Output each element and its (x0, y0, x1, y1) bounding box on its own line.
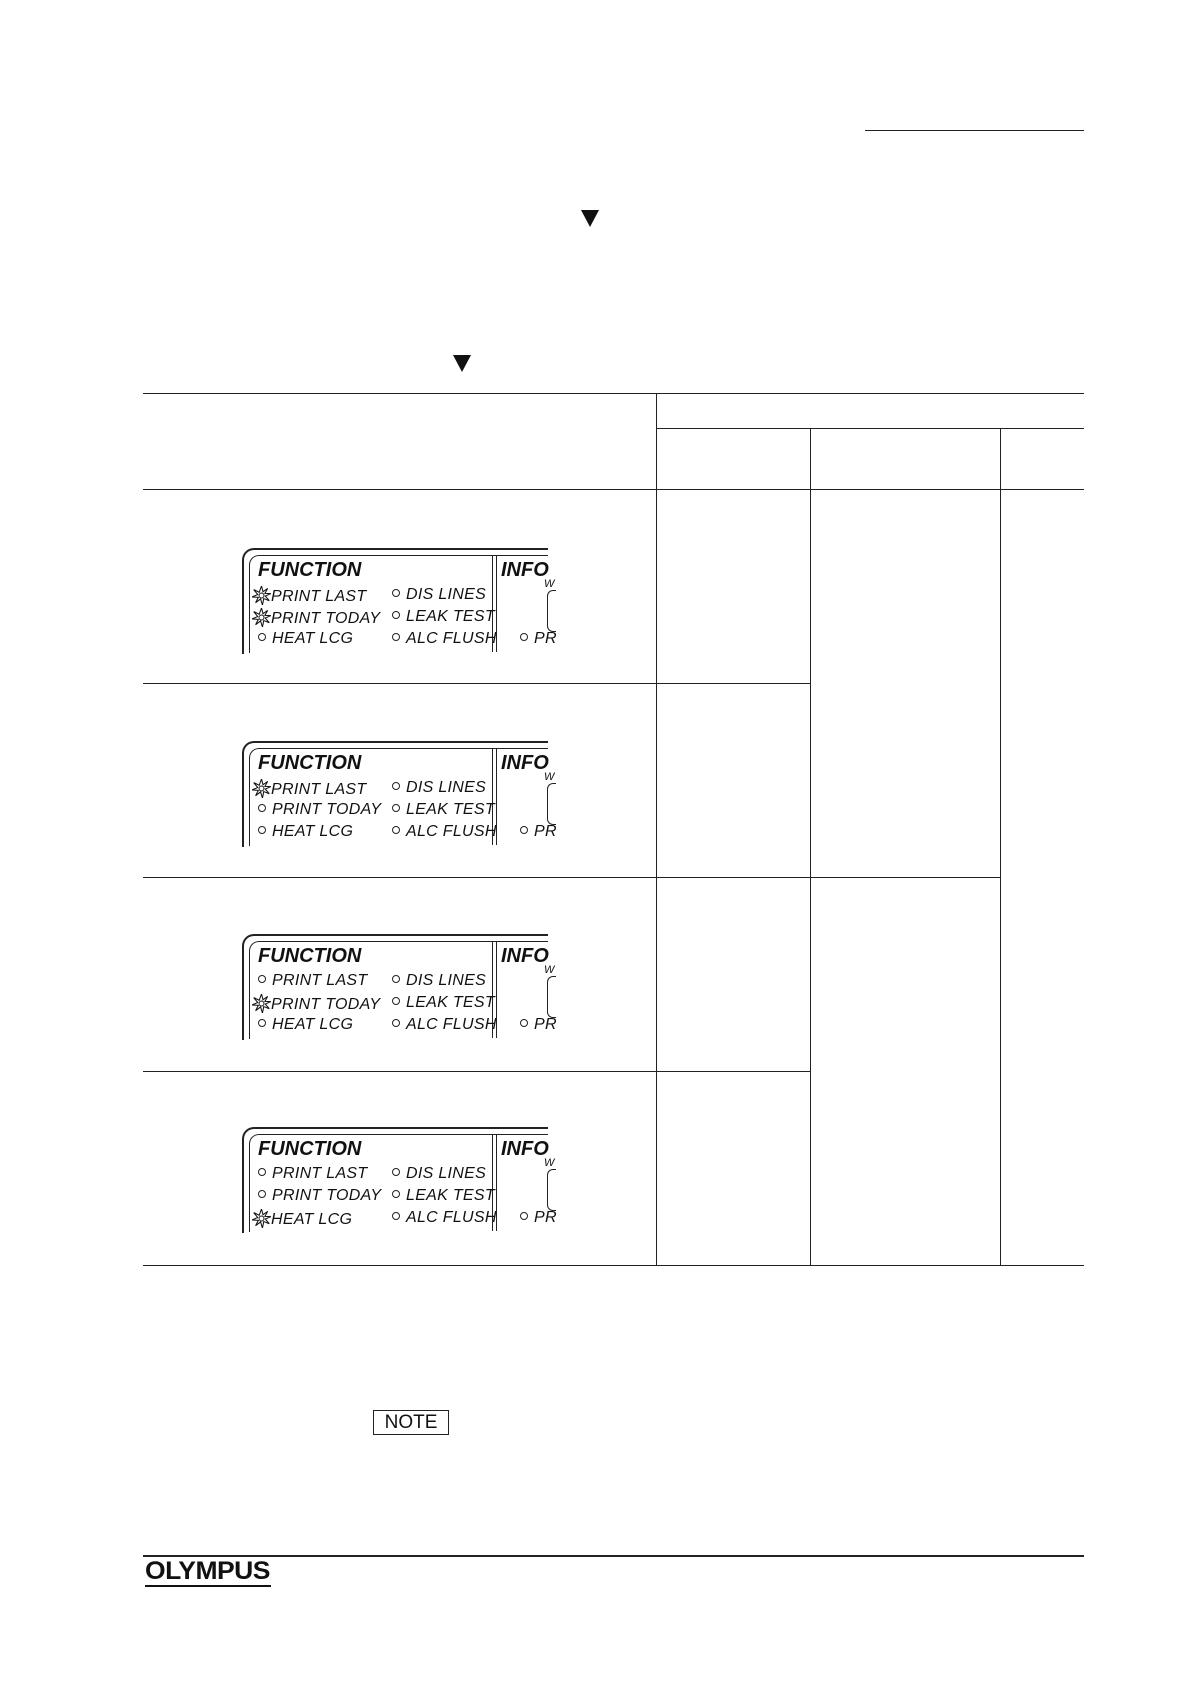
panel-function-item (258, 801, 381, 819)
table-row-rule (143, 683, 810, 684)
panel-item-label: DIS LINES (406, 1165, 487, 1182)
panel-item-label: PR (534, 630, 557, 647)
function-title: FUNCTION (258, 752, 362, 774)
panel-function-item (392, 1187, 495, 1205)
olympus-logo: OLYMPUS (145, 1557, 270, 1585)
panel-function-item (392, 1165, 486, 1183)
panel-function-item (520, 823, 557, 841)
panel-function-item (392, 801, 495, 819)
circle-lamp-icon (258, 633, 266, 641)
down-triangle-icon (453, 355, 471, 372)
function-title: FUNCTION (258, 945, 362, 967)
control-panel-illustration (242, 548, 562, 656)
starburst-lamp-icon (252, 994, 271, 1013)
panel-item-label: PRINT LAST (271, 588, 367, 605)
panel-function-item (258, 630, 353, 648)
panel-function-item (520, 630, 557, 648)
panel-function-item (258, 608, 380, 628)
circle-lamp-icon (392, 826, 400, 834)
panel-item-label: PR (534, 1209, 557, 1226)
note-label: NOTE (373, 1410, 449, 1435)
panel-item-label: LEAK TEST (406, 801, 495, 818)
panel-function-item (392, 630, 497, 648)
circle-lamp-icon (258, 804, 266, 812)
panel-function-item (258, 823, 353, 841)
panel-function-item (258, 586, 366, 606)
info-subscript: W (544, 964, 555, 976)
circle-lamp-icon (258, 1019, 266, 1027)
circle-lamp-icon (392, 633, 400, 641)
info-title: INFO (501, 559, 549, 581)
table-row-rule (143, 877, 1001, 878)
table-subheader-rule (656, 428, 1084, 429)
panel-item-label: PR (534, 823, 557, 840)
panel-function-item (258, 994, 380, 1014)
table-bottom-rule (143, 1265, 1084, 1266)
panel-item-label: HEAT LCG (271, 1211, 353, 1228)
panel-item-label: PR (534, 1016, 557, 1033)
info-subscript: W (544, 1157, 555, 1169)
circle-lamp-icon (258, 826, 266, 834)
control-panel-illustration (242, 741, 562, 849)
panel-item-label: HEAT LCG (272, 630, 354, 647)
starburst-lamp-icon (252, 586, 271, 605)
control-panel-illustration (242, 934, 562, 1042)
panel-function-item (258, 1187, 381, 1205)
panel-item-label: LEAK TEST (406, 1187, 495, 1204)
circle-lamp-icon (392, 1190, 400, 1198)
panel-item-label: PRINT LAST (272, 1165, 368, 1182)
panel-function-item (258, 779, 366, 799)
circle-lamp-icon (520, 826, 528, 834)
panel-function-item (392, 1209, 497, 1227)
info-subscript: W (544, 771, 555, 783)
panel-function-item (392, 994, 495, 1012)
table-top-rule (143, 393, 1084, 394)
panel-bracket (547, 976, 556, 1018)
panel-function-item (258, 972, 367, 990)
panel-item-label: DIS LINES (406, 779, 487, 796)
circle-lamp-icon (258, 1190, 266, 1198)
panel-item-label: PRINT TODAY (271, 610, 381, 627)
panel-item-label: PRINT TODAY (271, 996, 381, 1013)
circle-lamp-icon (392, 782, 400, 790)
info-title: INFO (501, 945, 549, 967)
panel-function-item (520, 1016, 557, 1034)
info-title: INFO (501, 1138, 549, 1160)
panel-item-label: PRINT TODAY (272, 801, 382, 818)
panel-item-label: PRINT TODAY (272, 1187, 382, 1204)
circle-lamp-icon (520, 1212, 528, 1220)
panel-item-label: PRINT LAST (272, 972, 368, 989)
panel-item-label: LEAK TEST (406, 994, 495, 1011)
panel-function-item (258, 1209, 352, 1229)
starburst-lamp-icon (252, 608, 271, 627)
panel-item-label: ALC FLUSH (406, 1209, 497, 1226)
panel-item-label: HEAT LCG (272, 1016, 354, 1033)
info-title: INFO (501, 752, 549, 774)
panel-function-item (392, 608, 495, 626)
circle-lamp-icon (392, 1212, 400, 1220)
panel-item-label: PRINT LAST (271, 781, 367, 798)
circle-lamp-icon (520, 633, 528, 641)
panel-item-label: HEAT LCG (272, 823, 354, 840)
panel-function-item (392, 823, 497, 841)
function-title: FUNCTION (258, 559, 362, 581)
panel-function-item (258, 1165, 367, 1183)
starburst-lamp-icon (252, 779, 271, 798)
table-col-divider (810, 428, 811, 1265)
panel-item-label: ALC FLUSH (406, 823, 497, 840)
panel-item-label: ALC FLUSH (406, 1016, 497, 1033)
panel-function-item (392, 586, 486, 604)
circle-lamp-icon (392, 804, 400, 812)
footer-rule (143, 1555, 1084, 1557)
panel-function-item (392, 972, 486, 990)
header-rule (865, 130, 1084, 131)
table-col-divider (656, 393, 657, 1265)
info-subscript: W (544, 578, 555, 590)
panel-item-label: ALC FLUSH (406, 630, 497, 647)
circle-lamp-icon (392, 589, 400, 597)
table-row-rule (143, 1071, 810, 1072)
logo-underline (145, 1585, 271, 1587)
circle-lamp-icon (392, 975, 400, 983)
circle-lamp-icon (392, 997, 400, 1005)
panel-bracket (547, 783, 556, 825)
table-header-bottom-rule (143, 489, 1084, 490)
table-col-divider (1000, 428, 1001, 1265)
starburst-lamp-icon (252, 1209, 271, 1228)
control-panel-illustration (242, 1127, 562, 1235)
down-triangle-icon (581, 210, 599, 227)
panel-item-label: DIS LINES (406, 972, 487, 989)
panel-bracket (547, 1169, 556, 1211)
circle-lamp-icon (258, 975, 266, 983)
panel-item-label: LEAK TEST (406, 608, 495, 625)
circle-lamp-icon (258, 1168, 266, 1176)
circle-lamp-icon (392, 1019, 400, 1027)
circle-lamp-icon (520, 1019, 528, 1027)
panel-function-item (520, 1209, 557, 1227)
panel-function-item (392, 779, 486, 797)
panel-item-label: DIS LINES (406, 586, 487, 603)
circle-lamp-icon (392, 1168, 400, 1176)
circle-lamp-icon (392, 611, 400, 619)
panel-bracket (547, 590, 556, 632)
function-title: FUNCTION (258, 1138, 362, 1160)
panel-function-item (392, 1016, 497, 1034)
panel-function-item (258, 1016, 353, 1034)
